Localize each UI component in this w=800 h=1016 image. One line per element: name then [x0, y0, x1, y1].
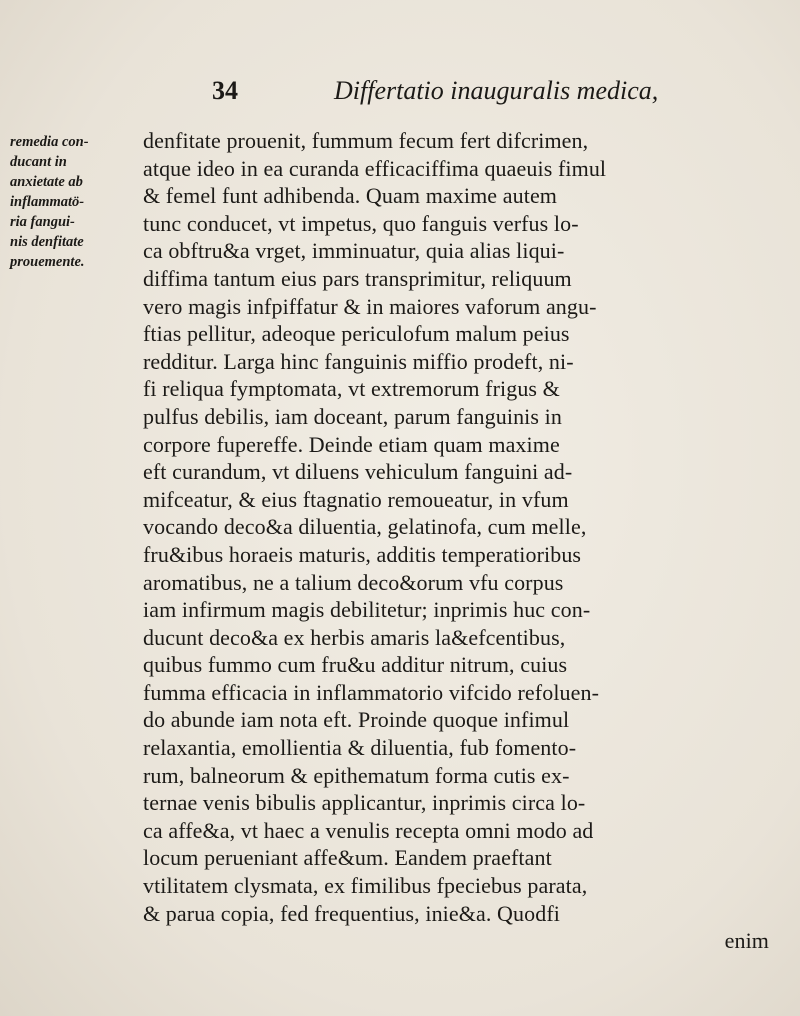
text-line: vocando deco&a diluentia, gelatinofa, cum melle, — [143, 514, 587, 540]
text-line: iam infirmum magis debilitetur; inprimis huc con- — [143, 597, 591, 623]
text-line: atque ideo in ea curanda efficaciffima quaeuis fimul — [143, 155, 607, 181]
text-line: ducunt deco&a ex herbis amaris la&efcentibus, — [143, 624, 566, 650]
page-header — [212, 76, 772, 116]
running-title: Differtatio inauguralis medica, — [334, 76, 659, 105]
marginal-note — [10, 132, 110, 272]
text-line: relaxantia, emollientia & diluentia, fub fomento- — [143, 735, 577, 761]
text-line: corpore fupereffe. Deinde etiam quam maxime — [143, 431, 560, 457]
marginal-note-line: inflammatö- — [10, 194, 85, 210]
page-number: 34 — [212, 76, 238, 105]
text-line: fru&ibus horaeis maturis, additis temperatioribus — [143, 541, 582, 567]
text-line: fumma efficacia in inflammatorio vifcido refoluen- — [143, 679, 600, 705]
text-line: mifceatur, & eius ftagnatio remoueatur, in vfum — [143, 486, 569, 512]
text-line: eft curandum, vt diluens vehiculum fanguini ad- — [143, 459, 573, 485]
text-line: & femel funt adhibenda. Quam maxime autem — [143, 183, 558, 209]
text-line: denfitate prouenit, fummum fecum fert difcrimen, — [143, 128, 589, 153]
text-line: aromatibus, ne a talium deco&orum vfu corpus — [143, 569, 564, 595]
text-line: ca affe&a, vt haec a venulis recepta omni modo ad — [143, 817, 594, 843]
marginal-note-line: remedia con- — [10, 134, 89, 150]
text-line: do abunde iam nota eft. Proinde quoque infimul — [143, 707, 570, 733]
marginal-note-line: ria fangui- — [10, 214, 75, 230]
body-text — [143, 127, 793, 955]
marginal-note-line: ducant in — [10, 154, 67, 170]
marginal-note-line: prouemente. — [10, 254, 85, 270]
catchword: enim — [724, 928, 769, 954]
text-line: ftias pellitur, adeoque periculofum malum peius — [143, 321, 570, 347]
text-line: locum perueniant affe&um. Eandem praeftant — [143, 845, 552, 871]
text-line: rum, balneorum & epithematum forma cutis ex- — [143, 762, 570, 788]
text-line: pulfus debilis, iam doceant, parum fanguinis in — [143, 403, 562, 429]
text-line: & parua copia, fed frequentius, inie&a. Quodfi — [143, 900, 560, 926]
text-line: fi reliqua fymptomata, vt extremorum frigus & — [143, 376, 560, 402]
text-line: diffima tantum eius pars transprimitur, reliquum — [143, 265, 572, 291]
marginal-note-line: nis denfitate — [10, 234, 84, 250]
text-line: vtilitatem clysmata, ex fimilibus fpeciebus parata, — [143, 873, 588, 899]
text-line: tunc conducet, vt impetus, quo fanguis verfus lo- — [143, 210, 579, 236]
marginal-note-line: anxietate ab — [10, 174, 83, 190]
text-line: ternae venis bibulis applicantur, inprimis circa lo- — [143, 790, 586, 816]
text-line: vero magis infpiffatur & in maiores vaforum angu- — [143, 293, 597, 319]
text-line: ca obftru&a vrget, imminuatur, quia alias liqui- — [143, 238, 565, 264]
text-line: redditur. Larga hinc fanguinis miffio prodeft, ni- — [143, 348, 574, 374]
text-line: quibus fummo cum fru&u additur nitrum, cuius — [143, 652, 568, 678]
